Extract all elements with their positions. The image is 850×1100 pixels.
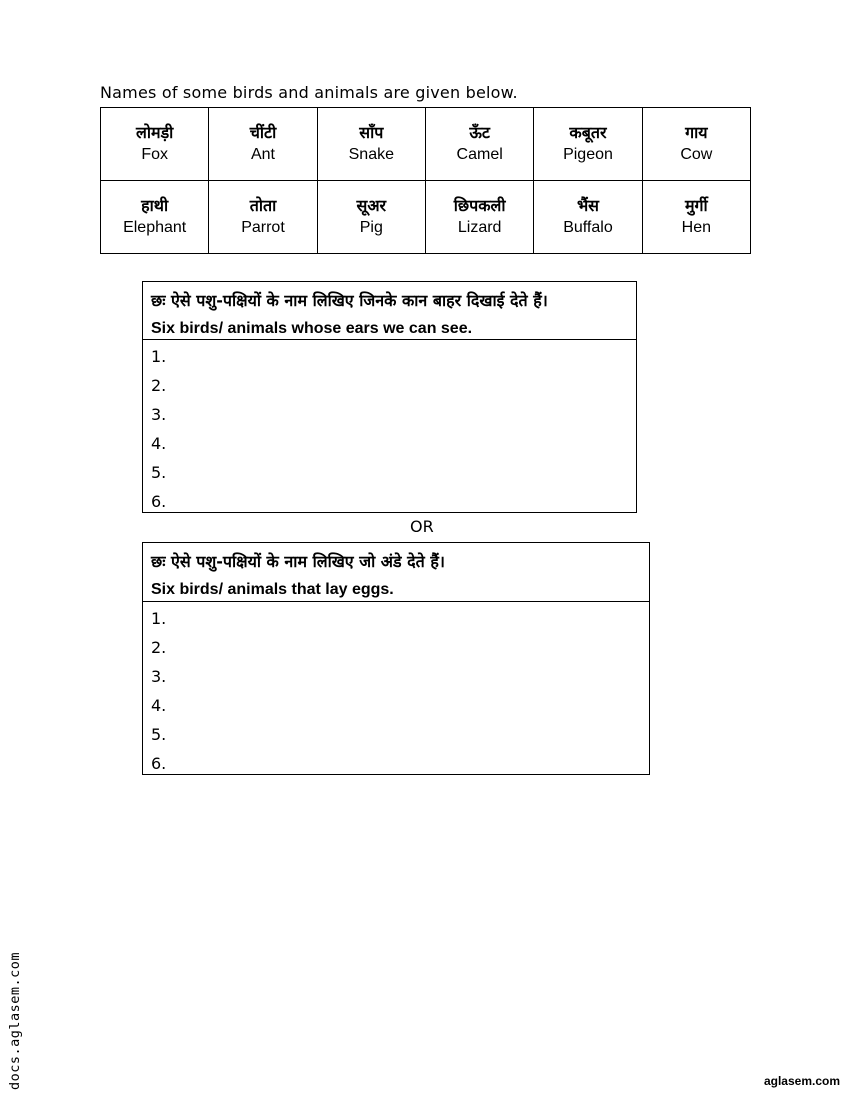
question-english: Six birds/ animals whose ears we can see.	[151, 320, 473, 337]
table-cell	[534, 181, 642, 254]
hindi-name: मुर्गी	[684, 196, 708, 215]
table-row	[101, 108, 751, 181]
table-row	[101, 181, 751, 254]
hindi-name: ऊँट	[469, 123, 490, 142]
or-label: OR	[410, 517, 434, 536]
answer-line[interactable]: 2.	[151, 638, 167, 657]
english-name: Cow	[680, 146, 713, 163]
table-cell	[101, 181, 209, 254]
answer-line[interactable]: 5.	[151, 725, 167, 744]
answer-lines	[143, 602, 649, 778]
table-cell	[317, 181, 425, 254]
table-cell	[534, 108, 642, 181]
english-name: Pig	[359, 219, 383, 236]
english-name: Buffalo	[563, 219, 613, 236]
hindi-name: चींटी	[249, 123, 277, 142]
hindi-name: छिपकली	[453, 196, 506, 215]
answer-line[interactable]: 3.	[151, 405, 167, 424]
table-cell	[317, 108, 425, 181]
table-cell	[425, 108, 533, 181]
english-name: Parrot	[241, 219, 285, 236]
table-cell	[209, 108, 317, 181]
side-watermark: docs.aglasem.com	[7, 951, 23, 1090]
table-cell	[642, 181, 750, 254]
english-name: Lizard	[457, 219, 502, 236]
english-name: Camel	[456, 146, 503, 163]
english-name: Elephant	[123, 219, 187, 236]
hindi-name: हाथी	[141, 196, 169, 215]
hindi-name: लोमड़ी	[136, 123, 174, 142]
hindi-name: गाय	[685, 123, 708, 142]
answer-line[interactable]: 4.	[151, 434, 167, 453]
table-cell	[209, 181, 317, 254]
question-hindi: छः ऐसे पशु-पक्षियों के नाम लिखिए जिनके कान बाहर दिखाई देते हैं।	[151, 291, 548, 310]
animals-table	[100, 107, 751, 254]
question-header	[143, 543, 649, 602]
table-cell	[101, 108, 209, 181]
answer-line[interactable]: 6.	[151, 754, 167, 773]
answer-line[interactable]: 2.	[151, 376, 167, 395]
answer-line[interactable]: 1.	[151, 609, 167, 628]
english-name: Hen	[681, 219, 711, 236]
table-cell	[425, 181, 533, 254]
english-name: Fox	[141, 146, 168, 163]
hindi-name: सूअर	[356, 196, 387, 215]
answer-line[interactable]: 4.	[151, 696, 167, 715]
hindi-name: साँप	[359, 123, 384, 142]
question-eggs-box	[142, 542, 650, 775]
hindi-name: कबूतर	[569, 123, 607, 142]
answer-line[interactable]: 6.	[151, 492, 167, 511]
answer-line[interactable]: 3.	[151, 667, 167, 686]
table-cell	[642, 108, 750, 181]
question-hindi: छः ऐसे पशु-पक्षियों के नाम लिखिए जो अंडे देते हैं।	[151, 552, 445, 571]
english-name: Pigeon	[563, 146, 613, 163]
question-header	[143, 282, 636, 340]
footer-url: aglasem.com	[763, 1074, 840, 1088]
answer-lines	[143, 340, 636, 516]
english-name: Snake	[348, 146, 394, 163]
hindi-name: तोता	[249, 196, 277, 215]
english-name: Ant	[250, 146, 275, 163]
intro-text: Names of some birds and animals are given below.	[100, 83, 518, 102]
answer-line[interactable]: 5.	[151, 463, 167, 482]
answer-line[interactable]: 1.	[151, 347, 167, 366]
hindi-name: भैंस	[576, 196, 600, 215]
question-english: Six birds/ animals that lay eggs.	[151, 581, 394, 598]
question-ears-box	[142, 281, 637, 513]
